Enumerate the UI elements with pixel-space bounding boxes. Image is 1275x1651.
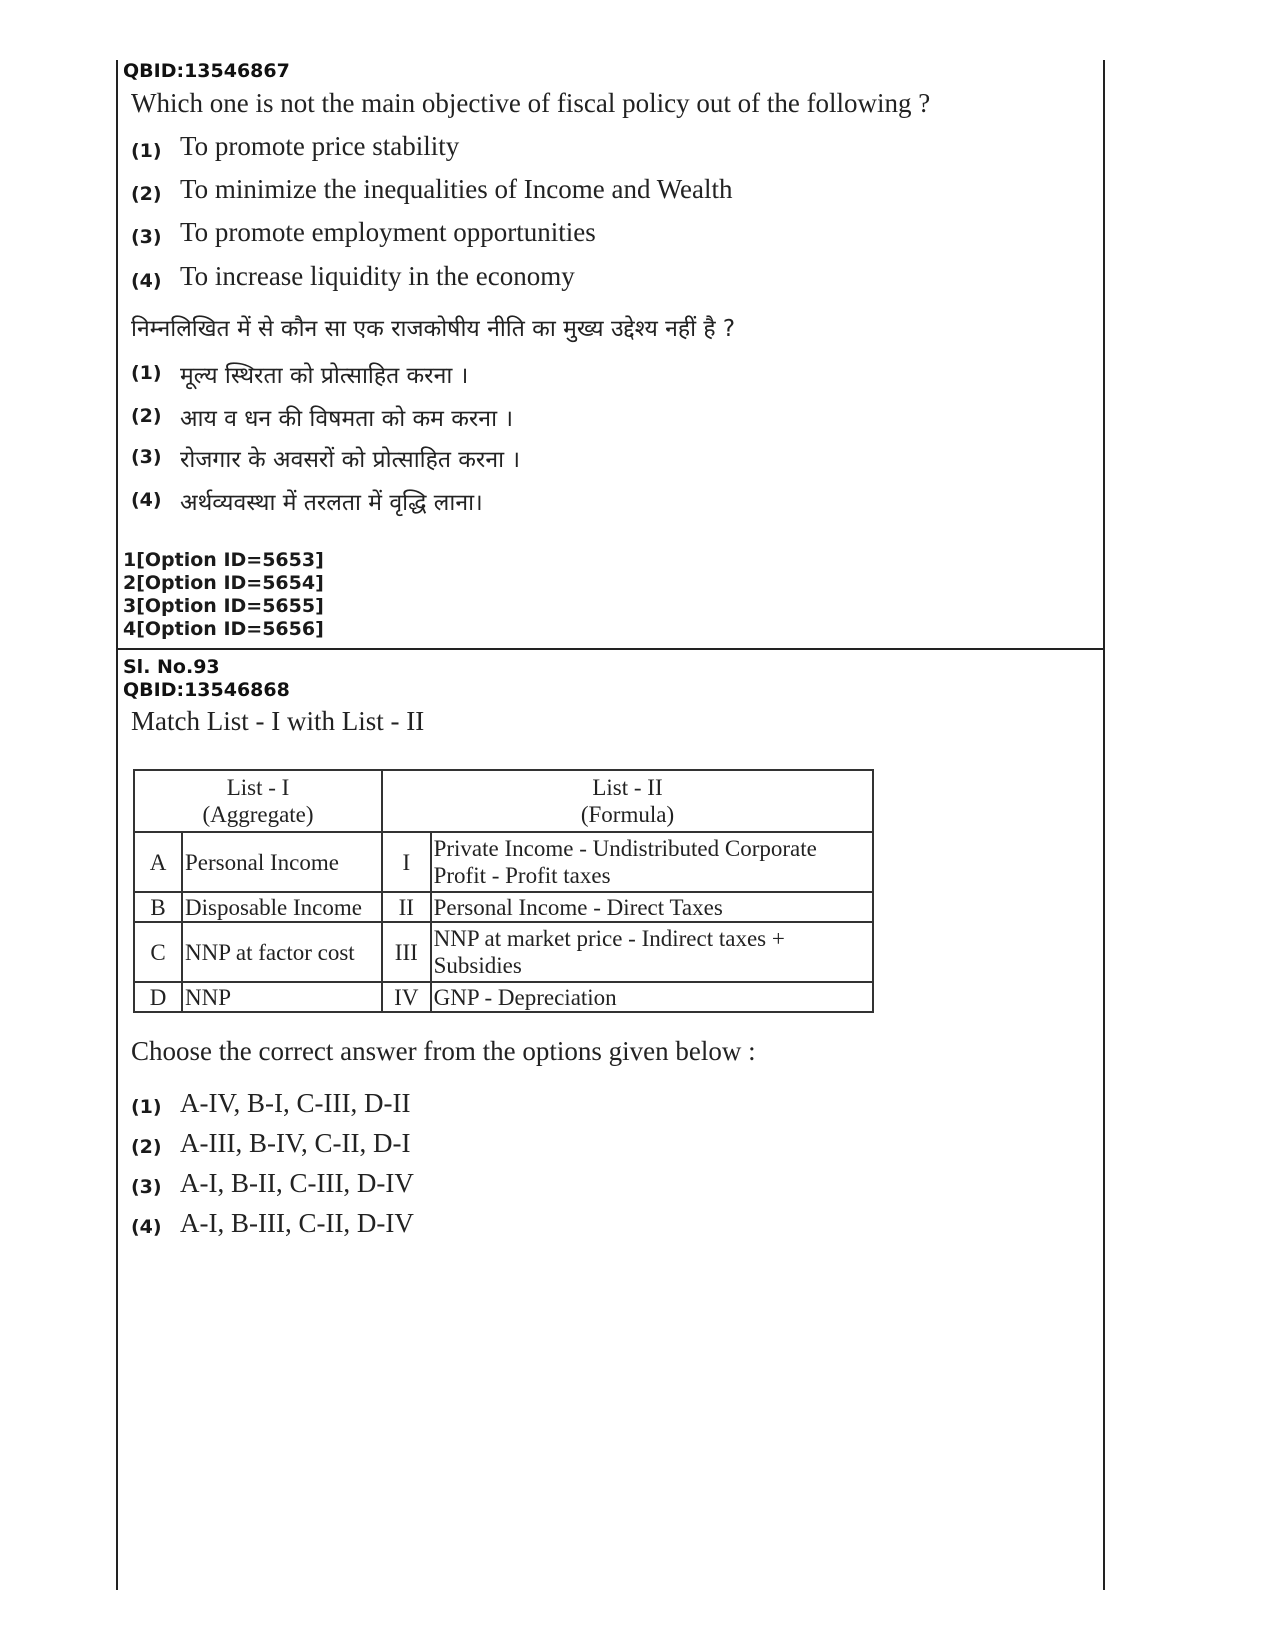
formula-line: NNP at market price - Indirect taxes +	[433, 926, 785, 951]
row-roman: IV	[382, 982, 431, 1012]
row-item: NNP at factor cost	[182, 922, 382, 982]
question-text-en: Which one is not the main objective of fiscal policy out of the following ?	[131, 88, 931, 118]
option-text: To increase liquidity in the economy	[180, 261, 575, 291]
option-id: 2[Option ID=5654]	[123, 572, 324, 594]
option-number: (1)	[131, 1096, 162, 1118]
option-number: (3)	[131, 226, 162, 248]
row-roman: III	[382, 922, 431, 982]
option-number: (1)	[131, 362, 162, 384]
table-row	[134, 922, 873, 982]
option-text: A-I, B-III, C-II, D-IV	[180, 1208, 414, 1238]
row-roman: II	[382, 892, 431, 922]
table-header-row	[134, 770, 873, 832]
option-text: To promote price stability	[180, 131, 460, 161]
option-text-hi: मूल्य स्थिरता को प्रोत्साहित करना ।	[180, 363, 469, 389]
option-text: A-III, B-IV, C-II, D-I	[180, 1128, 411, 1158]
question-text: Match List - I with List - II	[131, 706, 425, 736]
row-formula	[431, 982, 873, 1012]
row-letter: C	[134, 922, 182, 982]
option-number: (4)	[131, 1216, 162, 1238]
option-text: A-I, B-II, C-III, D-IV	[180, 1168, 414, 1198]
formula-line: Subsidies	[433, 953, 522, 978]
option-number: (3)	[131, 1176, 162, 1198]
row-letter: A	[134, 832, 182, 892]
option-number: (2)	[131, 183, 162, 205]
option-text: A-IV, B-I, C-III, D-II	[180, 1088, 411, 1118]
formula-line: Personal Income - Direct Taxes	[433, 894, 723, 920]
option-text-hi: आय व धन की विषमता को कम करना ।	[180, 406, 514, 432]
option-text-hi: रोजगार के अवसरों को प्रोत्साहित करना ।	[180, 447, 521, 473]
row-letter: B	[134, 892, 182, 922]
option-number: (4)	[131, 489, 162, 511]
match-table	[133, 769, 874, 1013]
option-id: 1[Option ID=5653]	[123, 549, 324, 571]
option-id: 4[Option ID=5656]	[123, 618, 324, 640]
formula-line: Private Income - Undistributed Corporate	[433, 836, 817, 861]
qbid-label: QBID:13546868	[123, 679, 290, 701]
row-formula	[431, 892, 873, 922]
qbid-label: QBID:13546867	[123, 60, 290, 82]
header-subtitle: (Formula)	[580, 802, 675, 827]
table-row	[134, 982, 873, 1012]
header-title: List - II	[592, 775, 663, 800]
header-subtitle: (Aggregate)	[202, 802, 314, 827]
list-two-header	[382, 770, 873, 832]
option-number: (2)	[131, 1136, 162, 1158]
row-item: Personal Income	[182, 832, 382, 892]
option-text-hi: अर्थव्यवस्था में तरलता में वृद्धि लाना।	[180, 490, 483, 516]
question-divider	[116, 648, 1105, 650]
row-item: NNP	[182, 982, 382, 1012]
row-roman: I	[382, 832, 431, 892]
option-number: (4)	[131, 270, 162, 292]
header-title: List - I	[226, 775, 290, 800]
list-one-header	[134, 770, 382, 832]
row-formula	[431, 922, 873, 982]
option-number: (1)	[131, 140, 162, 162]
serial-number: Sl. No.93	[123, 656, 220, 678]
option-number: (3)	[131, 446, 162, 468]
table-row	[134, 892, 873, 922]
row-letter: D	[134, 982, 182, 1012]
option-number: (2)	[131, 405, 162, 427]
formula-line: Profit - Profit taxes	[433, 863, 611, 888]
option-id: 3[Option ID=5655]	[123, 595, 324, 617]
option-text: To minimize the inequalities of Income and Wealth	[180, 174, 733, 204]
question-text-hi: निम्नलिखित में से कौन सा एक राजकोषीय नीति का मुख्य उद्देश्य नहीं है ?	[131, 316, 736, 342]
choose-instruction: Choose the correct answer from the options given below :	[131, 1036, 756, 1066]
row-item: Disposable Income	[182, 892, 382, 922]
table-row	[134, 832, 873, 892]
row-formula	[431, 832, 873, 892]
option-id-list	[123, 549, 324, 641]
formula-line: GNP - Depreciation	[433, 984, 617, 1010]
option-text: To promote employment opportunities	[180, 217, 596, 247]
